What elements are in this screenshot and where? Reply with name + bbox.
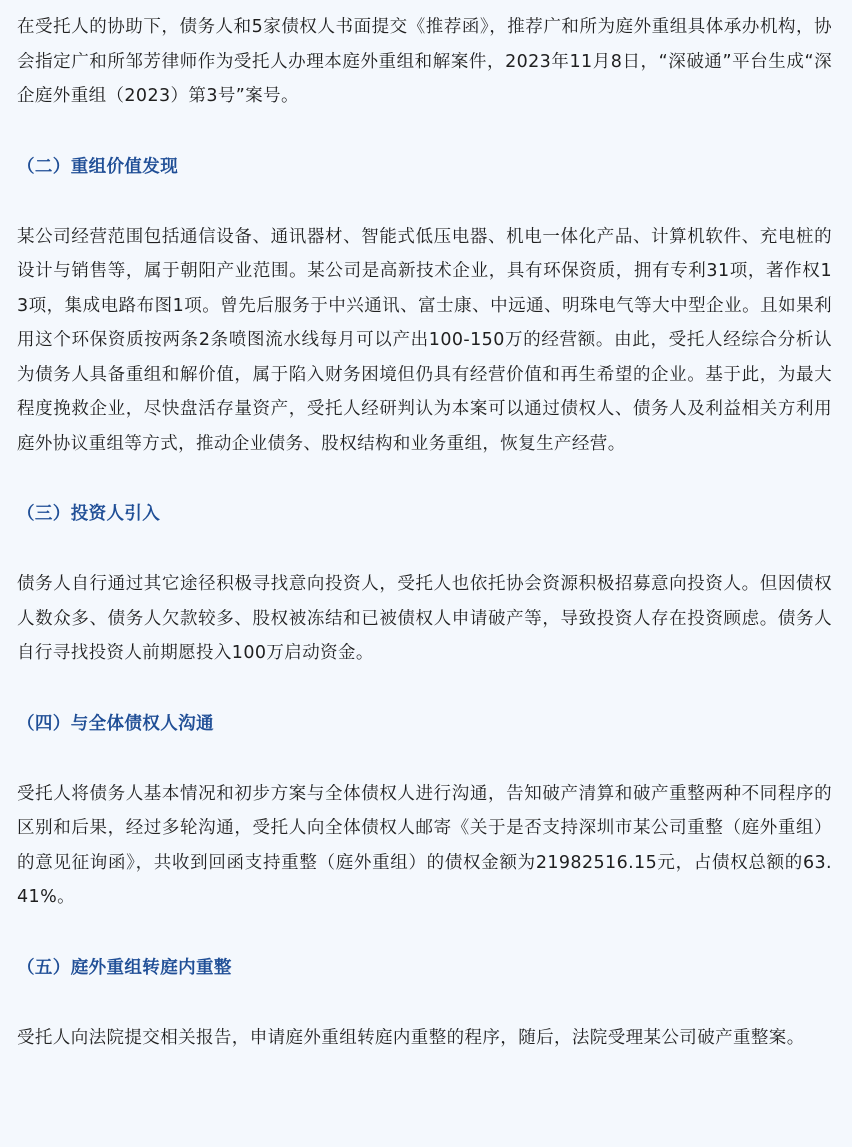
spacer [17,184,832,220]
spacer [17,671,832,707]
section-heading-restructuring-value: （二）重组价值发现 [17,156,179,177]
intro-paragraph: 在受托人的协助下，债务人和5家债权人书面提交《推荐函》，推荐广和所为庭外重组具体承办机构，协会指定广和所邹芳律师作为受托人办理本庭外重组和解案件，2023年11月8日，“深破通”平台生成“深企庭外重组（2023）第3号”案号。 [17,17,832,106]
section-paragraph-creditor-communication: 受托人将债务人基本情况和初步方案与全体债权人进行沟通，告知破产清算和破产重整两种不同程序的区别和后果，经过多轮沟通，受托人向全体债权人邮寄《关于是否支持深圳市某公司重整（庭外重组）的意见征询函》，共收到回函支持重整（庭外重组）的债权金额为21982516.15元，占债权总额的63.41%。 [17,783,832,907]
spacer [17,531,832,567]
spacer [17,915,832,951]
spacer [17,461,832,497]
section-paragraph-court-reorganization: 受托人向法院提交相关报告，申请庭外重组转庭内重整的程序，随后，法院受理某公司破产重整案。 [17,1027,805,1048]
spacer [17,114,832,150]
section-heading-creditor-communication: （四）与全体债权人沟通 [17,713,214,734]
section-heading-investor: （三）投资人引入 [17,504,161,524]
spacer [17,741,832,777]
section-heading-court-reorganization: （五）庭外重组转庭内重整 [17,957,232,978]
section-paragraph-restructuring-value: 某公司经营范围包括通信设备、通讯器材、智能式低压电器、机电一体化产品、计算机软件、充电桩的设计与销售等，属于朝阳产业范围。某公司是高新技术企业，具有环保资质，拥有专利31项，著作权13项，集成电路布图1项。曾先后服务于中兴通讯、富士康、中远通、明珠电气等大中型企业。且如果利用这个环保资质按两条2条喷图流水线每月可以产出100-150万的经营额。由此，受托人经综合分析认为债务人具备重组和解价值，属于陷入财务困境但仍具有经营价值和再生希望的企业。基于此，为最大程度挽救企业，尽快盘活存量资产，受托人经研判认为本案可以通过债权人、债务人及利益相关方利用庭外协议重组等方式，推动企业债务、股权结构和业务重组，恢复生产经营。 [17,226,832,454]
spacer [17,985,832,1021]
section-paragraph-investor: 债务人自行通过其它途径积极寻找意向投资人，受托人也依托协会资源积极招募意向投资人。但因债权人数众多、债务人欠款较多、股权被冻结和已被债权人申请破产等，导致投资人存在投资顾虑。债务人自行寻找投资人前期愿投入100万启动资金。 [17,574,832,663]
